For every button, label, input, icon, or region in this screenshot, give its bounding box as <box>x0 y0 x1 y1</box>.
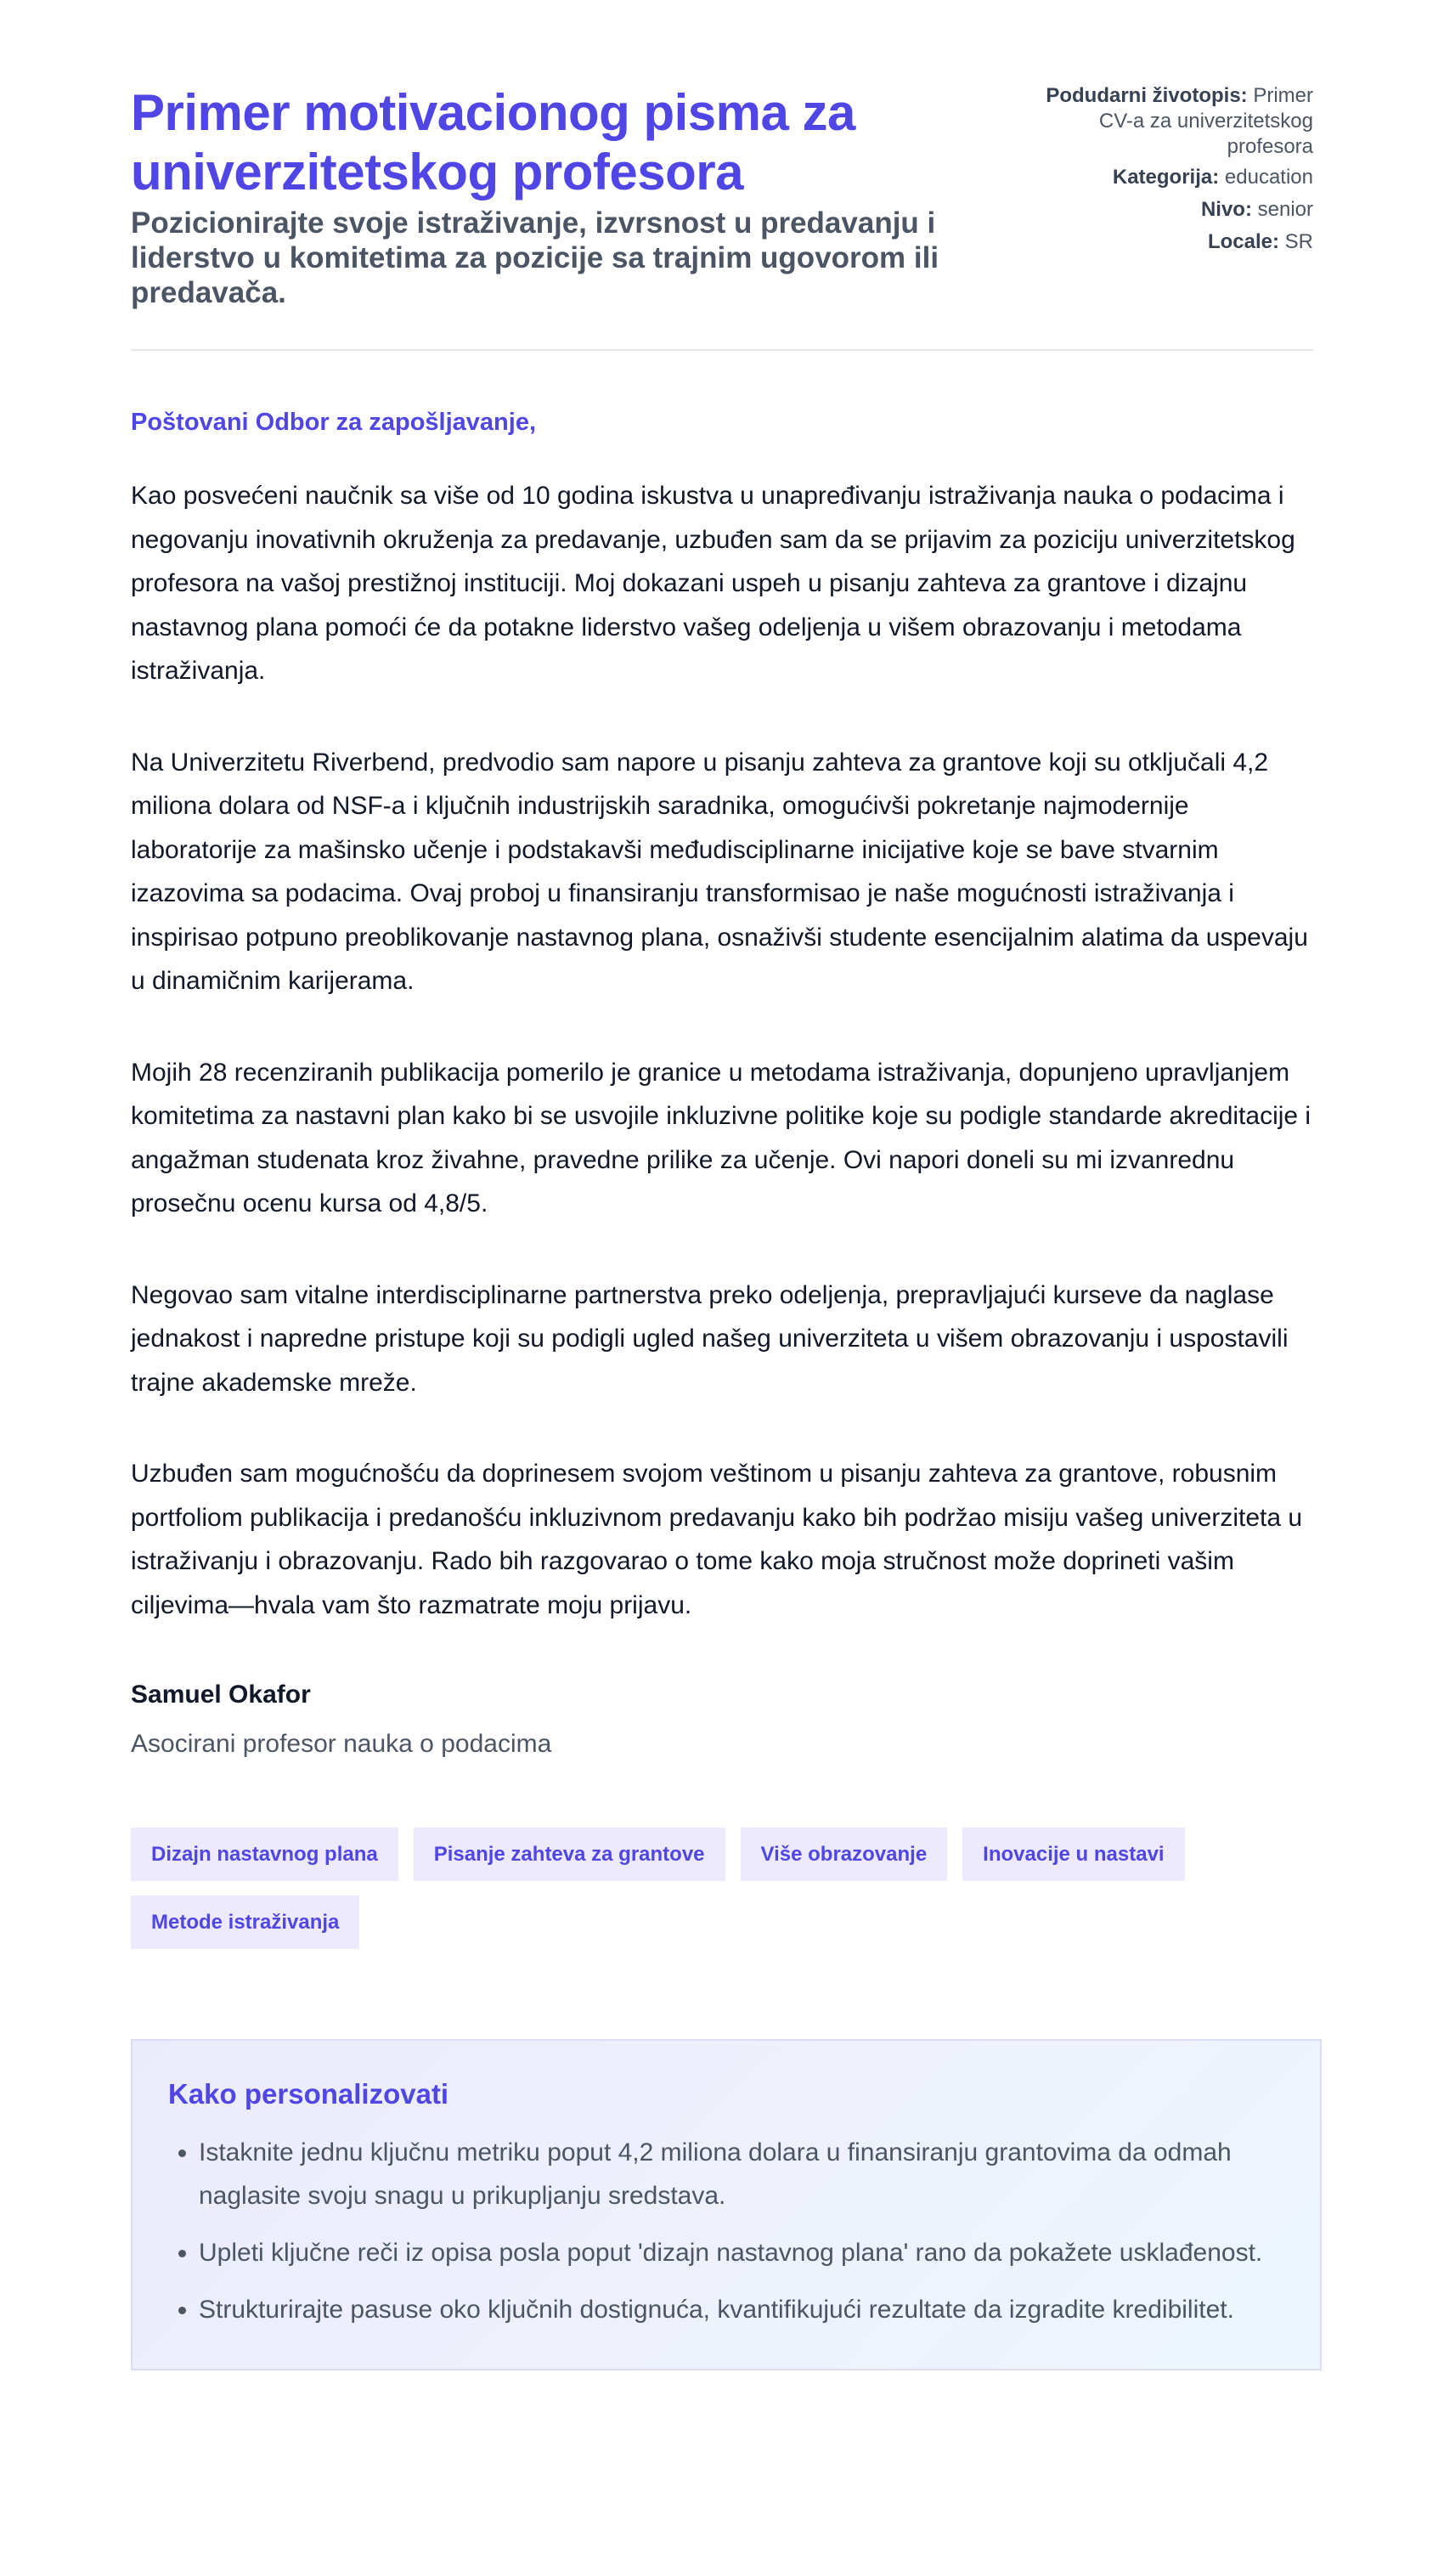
skill-tag: Pisanje zahteva za grantove <box>414 1827 725 1881</box>
skill-tag: Metode istraživanja <box>131 1895 359 1949</box>
signature-block <box>131 1678 1313 1761</box>
meta-panel <box>1016 83 1313 262</box>
meta-level <box>1016 197 1313 223</box>
page-subtitle: Pozicionirajte svoje istraživanje, izvrsnost u predavanju i liderstvo u komitetima za pozicije sa trajnim ugovorom ili predavača. <box>131 206 939 309</box>
letter-paragraph: Na Univerzitetu Riverbend, predvodio sam napore u pisanju zahteva za grantove koji su otključali 4,2 miliona dolara od NSF-a i ključnih industrijskih saradnika, omogućivši pokretanje najmodernije laboratorije za mašinsko učenje i podstakavši međudisciplinarne inicijative koje se bave stvarnim izazovima sa podacima. Ovaj proboj u finansiranju transformisao je naše mogućnosti istraživanja i inspirisao potpuno preoblikovanje nastavnog plana, osnaživši studente esencijalnim alatima da uspevaju u dinamičnim karijerama. <box>131 748 1308 995</box>
skill-tag: Više obrazovanje <box>741 1827 948 1881</box>
skill-tag: Inovacije u nastavi <box>962 1827 1184 1881</box>
meta-category <box>1016 165 1313 190</box>
skill-tags <box>131 1827 1235 1949</box>
meta-resume <box>1016 83 1313 160</box>
tip-item: • Strukturirajte pasuse oko ključnih dostignuća, kvantifikujući rezultate da izgradite kredibilitet. <box>199 2288 1284 2331</box>
meta-category-label: Kategorija: <box>1112 166 1220 189</box>
page-header <box>131 83 1313 310</box>
letter-salutation: Poštovani Odbor za zapošljavanje, <box>131 409 537 436</box>
meta-resume-value: Primer CV-a za univerzitetskog profesora <box>1098 84 1313 158</box>
letter-paragraph: Uzbuđen sam mogućnošću da doprinesem svojom veštinom u pisanju zahteva za grantove, robusnim portfoliom publikacija i predanošću inkluzivnom predavanju kako bih podržao misiju vašeg univerziteta u istraživanju i obrazovanju. Rado bih razgovarao o tome kako moja stručnost može doprineti vašim ciljevima—hvala vam što razmatrate moju prijavu. <box>131 1460 1303 1619</box>
tips-title: Kako personalizovati <box>168 2078 449 2110</box>
meta-locale-value: SR <box>1284 230 1313 253</box>
letter-body <box>131 474 1313 1627</box>
signature-name: Samuel Okafor <box>131 1681 311 1709</box>
meta-level-value: senior <box>1257 198 1313 221</box>
personalization-tips <box>131 2039 1322 2370</box>
letter-paragraph: Negovao sam vitalne interdisciplinarne partnerstva preko odeljenja, prepravljajući kurseve da naglase jednakost i napredne pristupe koji su podigli ugled našeg univerziteta u višem obrazovanju i uspostavili trajne akademske mreže. <box>131 1280 1289 1397</box>
meta-resume-label: Podudarni životopis: <box>1046 84 1248 107</box>
signature-role: Asocirani profesor nauka o podacima <box>131 1730 552 1758</box>
meta-locale <box>1016 229 1313 255</box>
tip-item: • Istaknite jednu ključnu metriku poput 4,2 miliona dolara u finansiranju grantovima da odmah naglasite svoju snagu u prikupljanju sredstava. <box>199 2131 1284 2217</box>
page-title: Primer motivacionog pisma za univerzitetskog profesora <box>131 84 855 201</box>
meta-category-value: education <box>1224 166 1313 189</box>
letter-paragraph: Mojih 28 recenziranih publikacija pomerilo je granice u metodama istraživanja, dopunjeno upravljanjem komitetima za nastavni plan kako bi se usvojile inkluzivne politike koje su podigle standarde akreditacije i angažman studenata kroz živahne, pravedne prilike za učenje. Ovi napori doneli su mi izvanrednu prosečnu ocenu kursa od 4,8/5. <box>131 1058 1311 1217</box>
meta-level-label: Nivo: <box>1200 198 1252 221</box>
header-divider <box>131 349 1313 351</box>
tips-list <box>168 2131 1284 2331</box>
meta-locale-label: Locale: <box>1207 230 1279 253</box>
tip-item: • Upleti ključne reči iz opisa posla poput 'dizajn nastavnog plana' rano da pokažete usklađenost. <box>199 2231 1284 2274</box>
skill-tag: Dizajn nastavnog plana <box>131 1827 398 1881</box>
header-titles <box>131 83 980 310</box>
letter-paragraph: Kao posvećeni naučnik sa više od 10 godina iskustva u unapređivanju istraživanja nauka o podacima i negovanju inovativnih okruženja za predavanje, uzbuđen sam da se prijavim za poziciju univerzitetskog profesora na vašoj prestižnoj instituciji. Moj dokazani uspeh u pisanju zahteva za grantove i dizajnu nastavnog plana pomoći će da potakne liderstvo vašeg odeljenja u višem obrazovanju i metodama istraživanja. <box>131 482 1295 685</box>
